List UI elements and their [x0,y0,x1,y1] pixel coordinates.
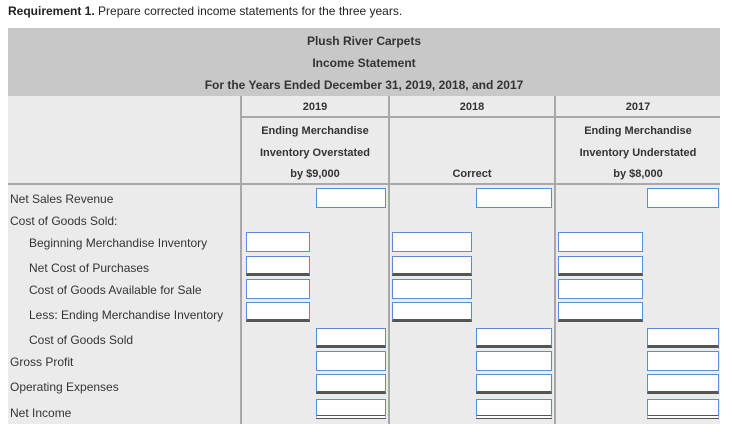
col-2017-line2: Inventory Understated [579,147,697,159]
row-label-net-sales-revenue: Net Sales Revenue [10,192,114,206]
input-2019-cost-of-goods-available[interactable] [246,279,310,299]
input-2018-cost-of-goods-sold[interactable] [476,328,552,348]
input-2017-beginning-inventory[interactable] [558,232,643,252]
input-2018-operating-expenses[interactable] [476,374,552,394]
input-2018-cost-of-goods-available[interactable] [392,279,472,299]
input-2018-ending-inventory[interactable] [392,302,472,322]
input-2019-ending-inventory[interactable] [246,302,310,322]
row-label-net-income: Net Income [10,406,72,420]
input-2019-cost-of-goods-sold[interactable] [316,328,386,348]
company-name: Plush River Carpets [306,34,422,48]
year-2017: 2017 [625,101,651,113]
col-2019-line2: Inventory Overstated [259,147,371,159]
requirement-heading [8,4,402,18]
input-2019-gross-profit[interactable] [316,351,386,371]
row-label-cost-of-goods-sold: Cost of Goods Sold [29,333,134,347]
input-2019-operating-expenses[interactable] [316,374,386,394]
input-2017-net-cost-of-purchases[interactable] [558,256,643,276]
input-2018-gross-profit[interactable] [476,351,552,371]
statement-period: For the Years Ended December 31, 2019, 2018, and 2017 [204,78,524,92]
input-2019-net-cost-of-purchases[interactable] [246,256,310,276]
col-2017-line1: Ending Merchandise [584,125,692,137]
statement-title: Income Statement [312,56,416,70]
row-label-gross-profit: Gross Profit [10,355,74,369]
col-2019-line1: Ending Merchandise [261,125,369,137]
input-2019-net-sales-revenue[interactable] [316,188,386,208]
input-2017-cost-of-goods-sold[interactable] [647,328,719,348]
col-2019-line3: by $9,000 [290,168,340,180]
col-2018-line3: Correct [452,168,492,180]
row-label-cost-of-goods-available: Cost of Goods Available for Sale [29,283,202,297]
input-2018-beginning-inventory[interactable] [392,232,472,252]
column-divider-2019 [388,96,390,424]
statement-header [8,28,720,96]
input-2019-net-income[interactable] [316,399,386,419]
input-2018-net-income[interactable] [476,399,552,419]
input-2019-beginning-inventory[interactable] [246,232,310,252]
requirement-text: Prepare corrected income statements for the three years. [94,4,403,18]
input-2018-net-cost-of-purchases[interactable] [392,256,472,276]
row-label-beginning-inventory: Beginning Merchandise Inventory [29,236,208,250]
input-2017-net-income[interactable] [647,399,719,419]
input-2018-net-sales-revenue[interactable] [476,188,552,208]
row-label-cost-of-goods-sold-heading: Cost of Goods Sold: [10,214,118,228]
row-label-net-cost-of-purchases: Net Cost of Purchases [29,261,150,275]
statement-grid [8,96,720,424]
requirement-label: Requirement 1. [8,4,95,18]
year-2019: 2019 [302,101,328,113]
year-2018: 2018 [459,101,485,113]
input-2017-cost-of-goods-available[interactable] [558,279,643,299]
col-2017-line3: by $8,000 [613,168,663,180]
input-2017-net-sales-revenue[interactable] [647,188,719,208]
row-label-operating-expenses: Operating Expenses [10,380,119,394]
input-2017-ending-inventory[interactable] [558,302,643,322]
row-label-less-ending-inventory: Less: Ending Merchandise Inventory [29,308,224,322]
input-2017-operating-expenses[interactable] [647,374,719,394]
input-2017-gross-profit[interactable] [647,351,719,371]
